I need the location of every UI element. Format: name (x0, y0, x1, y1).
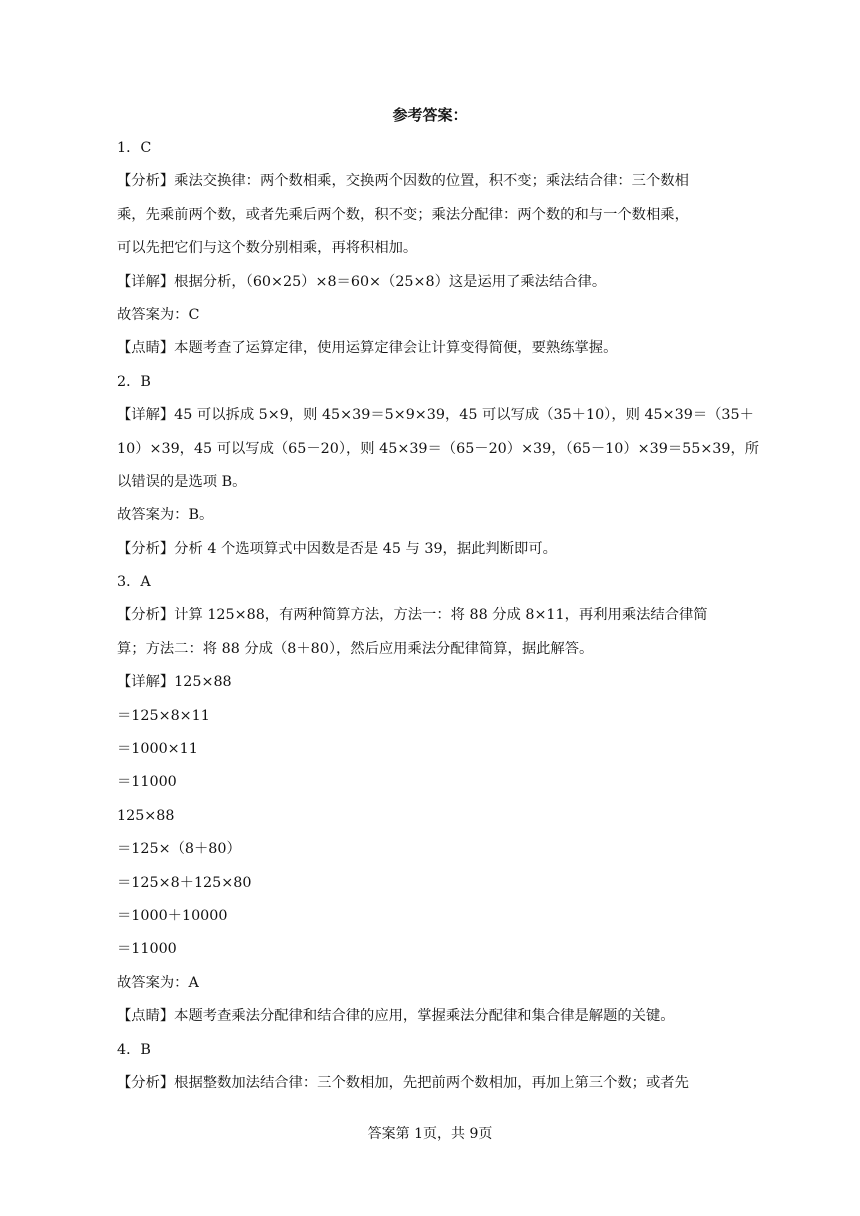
page-footer: 答案第 1页，共 9页 (367, 1126, 493, 1142)
text-line: 故答案为：B。 (117, 507, 214, 524)
text-line: 1．C (117, 140, 152, 156)
text-line: ＝11000 (117, 941, 177, 958)
answer-content (117, 132, 760, 1100)
text-line: ＝11000 (117, 774, 177, 791)
text-line: 【详解】45 可以拆成 5×9，则 45×39＝5×9×39，45 可以写成（35＋10），则 45×39＝（35＋ (117, 407, 754, 424)
text-line: 125×88 (117, 807, 175, 824)
text-line: ＝125×8×11 (117, 707, 210, 724)
text-line: 乘，先乘前两个数，或者先乘后两个数，积不变；乘法分配律：两个数的和与一个数相乘， (117, 206, 689, 223)
text-line: 【点睛】本题考查了运算定律，使用运算定律会让计算变得简便，要熟练掌握。 (117, 340, 618, 357)
text-line: 4．B (117, 1041, 151, 1058)
text-line: 算；方法二：将 88 分成（8＋80），然后应用乘法分配律简算，据此解答。 (117, 640, 594, 657)
text-line: ＝125×8＋125×80 (117, 874, 252, 891)
text-line: 故答案为：A (117, 974, 199, 991)
text-line: 【分析】分析 4 个选项算式中因数是否是 45 与 39，据此判断即可。 (117, 540, 557, 557)
text-line: ＝125×（8＋80） (117, 841, 241, 858)
text-line: 【点睛】本题考查乘法分配律和结合律的应用，掌握乘法分配律和集合律是解题的关键。 (117, 1008, 675, 1025)
text-line: 【分析】根据整数加法结合律：三个数相加，先把前两个数相加，再加上第三个数；或者先 (117, 1074, 689, 1091)
text-line: 【详解】125×88 (117, 674, 232, 691)
text-line: 故答案为：C (117, 306, 200, 323)
text-line: 【详解】根据分析，（60×25）×8＝60×（25×8）这是运用了乘法结合律。 (117, 273, 607, 290)
text-line: ＝1000＋10000 (117, 907, 228, 924)
text-line: 【分析】乘法交换律：两个数相乘，交换两个因数的位置，积不变；乘法结合律：三个数相 (117, 173, 689, 190)
text-line: 【分析】计算 125×88，有两种简算方法，方法一：将 88 分成 8×11，再利用乘法结合律简 (117, 607, 708, 624)
text-line: ＝1000×11 (117, 741, 198, 758)
text-line: 3．A (117, 574, 151, 591)
text-line: 2．B (117, 373, 151, 390)
page-title: 参考答案： (392, 106, 468, 124)
text-line: 10）×39，45 可以写成（65－20），则 45×39＝（65－20）×39，（65－10）×39＝55×39，所 (117, 440, 760, 457)
text-line: 可以先把它们与这个数分别相乘，再将积相加。 (117, 240, 418, 257)
text-line: 以错误的是选项 B。 (117, 473, 247, 490)
